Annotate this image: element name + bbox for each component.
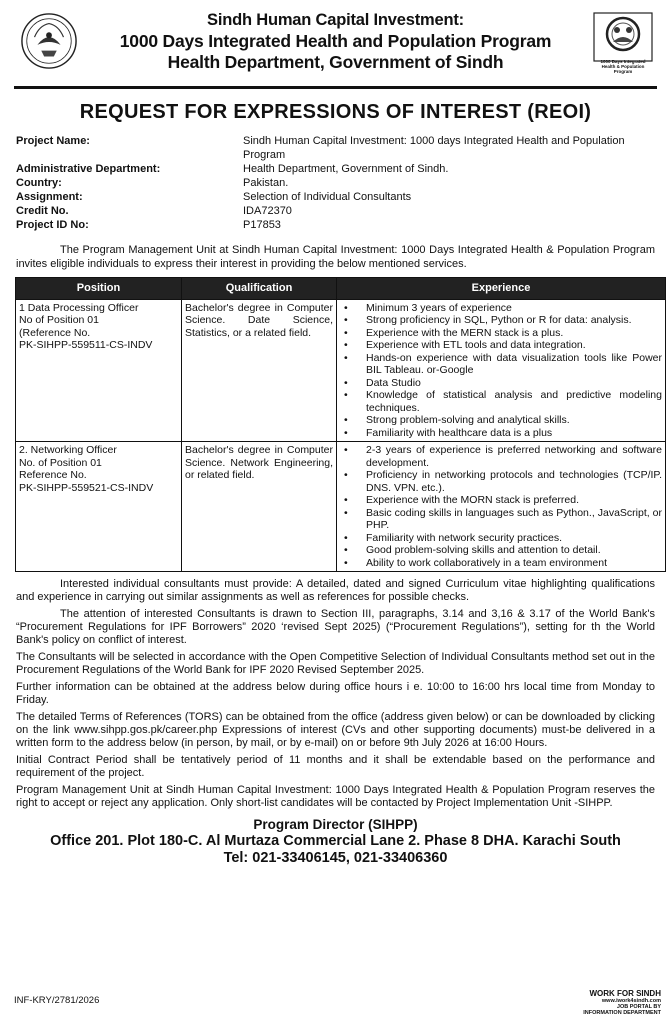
paragraph: The detailed Terms of References (TORS) can be obtained from the office (address given below) or can be downloaded by clicking on the link www.sihpp.gos.pk/career.php Expressions of interest (CVs and other supporting documents) must-be delivered in a written form to the address below (in person, by mail, or by e-mail) on or before 9th July 2026 at 16:00 Hours. — [16, 711, 655, 749]
telephone: Tel: 021-33406145, 021-33406360 — [223, 850, 448, 866]
header-line-1: Sindh Human Capital Investment: — [207, 11, 464, 29]
paragraph: The attention of interested Consultants is drawn to Section III, paragraphs, 3.14 and 3,16 & 3.17 of the World Bank's “Procurement Regulations for IPF Borrowers” 2020 ‘revised Sept 2025) (“Procurement Regulations”), setting for th the World Bank's policy on conflict of interest. — [16, 608, 655, 646]
list-item: • Knowledge of statistical analysis and predictive modeling techniques. — [366, 389, 662, 414]
column-header-position: Position — [16, 278, 182, 300]
experience-cell — [337, 442, 666, 572]
position-line: No of Position 01 — [19, 314, 99, 326]
header-divider — [14, 86, 657, 89]
portal-line-2: INFORMATION DEPARTMENT — [583, 1010, 661, 1016]
info-value: Health Department, Government of Sindh. — [243, 163, 449, 175]
positions-table — [15, 277, 666, 572]
table-row — [16, 299, 666, 442]
info-row — [16, 204, 661, 218]
list-item: • Data Studio — [366, 377, 662, 390]
info-row — [16, 162, 661, 176]
list-item: • Proficiency in networking protocols and technologies (TCP/IP. DNS. VPN. etc.). — [366, 469, 662, 494]
project-info — [16, 134, 661, 232]
position-line: PK-SIHPP-559521-CS-INDV — [19, 481, 154, 494]
experience-list — [340, 302, 662, 440]
list-item: • Basic coding skills in languages such as Python., JavaScript, or PHP. — [366, 507, 662, 532]
list-item: • Hands-on experience with data visualization tools like Power BIL Tableau. or-Google — [366, 352, 662, 377]
list-item: • Experience with the MERN stack is a plus. — [366, 327, 662, 340]
table-row — [16, 442, 666, 572]
qualification-cell: Bachelor's degree in Computer Science. Network Engineering, or related field. — [182, 442, 337, 572]
info-label: Administrative Department: — [16, 163, 161, 175]
director-title: Program Director (SIHPP) — [253, 817, 418, 832]
job-portal-logo — [561, 989, 661, 1016]
position-line: (Reference No. — [19, 326, 91, 339]
portal-name: WORK FOR SINDH — [589, 989, 661, 998]
info-label: Credit No. — [16, 205, 69, 217]
position-line: PK-SIHPP-559511-CS-INDV — [19, 339, 153, 351]
header-line-3: Health Department, Government of Sindh — [167, 52, 504, 72]
list-item: • Ability to work collaboratively in a team environment — [366, 557, 662, 570]
paragraph: Initial Contract Period shall be tentatively period of 11 months and it shall be extendable based on the performance and requirement of the project. — [16, 754, 655, 779]
info-label: Project Name: — [16, 135, 90, 147]
info-label: Country: — [16, 177, 62, 189]
paragraph: The Consultants will be selected in accordance with the Open Competitive Selection of Individual Consultants method set out in the Procurement Regulations of the World Bank for IPF 2020 Revised September 2025. — [16, 651, 655, 676]
list-item: • Familiarity with network security practices. — [366, 532, 662, 545]
experience-cell — [337, 299, 666, 442]
info-row — [16, 134, 661, 162]
list-item: • Experience with the MORN stack is preferred. — [366, 494, 662, 507]
body-paragraphs — [16, 578, 655, 810]
contact-block — [10, 816, 661, 867]
info-value: Sindh Human Capital Investment: 1000 days Integrated Health and Population Program — [243, 135, 625, 161]
list-item: • Experience with ETL tools and data integration. — [366, 339, 662, 352]
list-item: • Strong problem-solving and analytical skills. — [366, 414, 662, 427]
experience-list — [340, 444, 662, 569]
position-cell — [16, 299, 182, 442]
program-logo — [593, 12, 653, 74]
info-row — [16, 218, 661, 232]
program-logo-icon — [593, 12, 653, 62]
info-row — [16, 176, 661, 190]
table-header-row — [16, 278, 666, 300]
government-seal-icon — [20, 12, 78, 70]
paragraph: Interested individual consultants must provide: A detailed, dated and signed Curriculum vitae highlighting qualifications and experience in carrying out similar assignments as well as references for possible checks. — [16, 578, 655, 603]
portal-url: www.iwork4sindh.com — [601, 998, 661, 1004]
info-value: IDA72370 — [243, 205, 292, 217]
list-item: • Good problem-solving skills and attention to detail. — [366, 544, 662, 557]
info-label: Project ID No: — [16, 219, 89, 231]
header-line-2: 1000 Days Integrated Health and Population Program — [119, 31, 552, 51]
info-label: Assignment: — [16, 191, 83, 203]
info-row — [16, 190, 661, 204]
list-item: • Minimum 3 years of experience — [366, 302, 662, 315]
list-item: • Familiarity with healthcare data is a plus — [366, 427, 662, 440]
list-item: • 2-3 years of experience is preferred networking and software development. — [366, 444, 662, 469]
position-line: 1 Data Processing Officer — [19, 301, 139, 314]
position-line: No. of Position 01 — [19, 456, 102, 469]
portal-line-1: JOB PORTAL BY — [616, 1004, 661, 1010]
position-line: Reference No. — [19, 469, 87, 481]
position-cell — [16, 442, 182, 572]
paragraph: Program Management Unit at Sindh Human Capital Investment: 1000 Days Integrated Health & Population Program reserves the right to accept or reject any application. Only short-list candidates will be contacted by Project Implementation Unit -SIHPP. — [16, 784, 655, 809]
list-item: • Strong proficiency in SQL, Python or R for data: analysis. — [366, 314, 662, 327]
info-value: Selection of Individual Consultants — [243, 191, 412, 203]
reference-code: INF-KRY/2781/2026 — [14, 995, 100, 1006]
column-header-experience: Experience — [337, 278, 666, 300]
page-title: REQUEST FOR EXPRESSIONS OF INTEREST (REOI) — [79, 101, 592, 123]
column-header-qualification: Qualification — [182, 278, 337, 300]
intro-paragraph: The Program Management Unit at Sindh Human Capital Investment: 1000 Days Integrated Health & Population Program invites eligible individuals to express their interest in providing the below mentioned services. — [16, 244, 655, 270]
header — [10, 6, 661, 78]
office-address: Office 201. Plot 180-C. Al Murtaza Commercial Lane 2. Phase 8 DHA. Karachi South — [50, 833, 621, 849]
program-logo-text: 1000 Days Integrated Health & Population Program — [600, 59, 646, 74]
paragraph: Further information can be obtained at the address below during office hours i e. 10:00 to 16:00 hrs local time from Monday to Friday. — [16, 681, 655, 706]
qualification-cell: Bachelor's degree in Computer Science. Date Science, Statistics, or a related field. — [182, 299, 337, 442]
position-line: 2. Networking Officer — [19, 444, 117, 456]
info-value: P17853 — [243, 219, 281, 231]
info-value: Pakistan. — [243, 177, 289, 189]
